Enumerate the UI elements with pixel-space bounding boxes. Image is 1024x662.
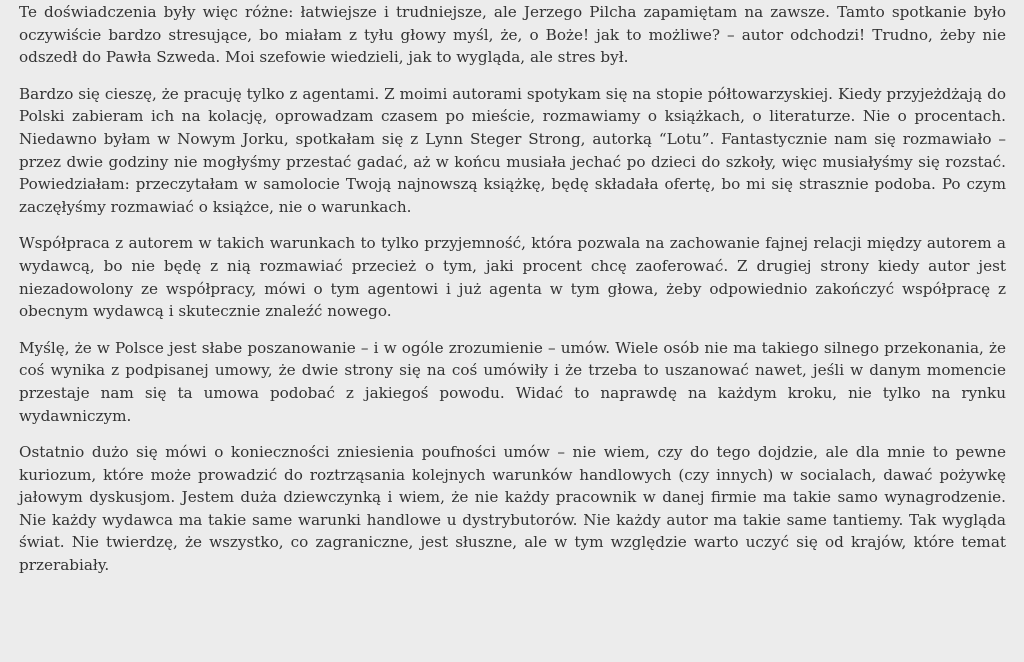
article-paragraph-3: Współpraca z autorem w takich warunkach to tylko przyjemność, która pozwala na zachowanie fajnej relacji między autorem a wydawcą, bo nie będę z nią rozmawiać przecież o tym, jaki procent chcę zaoferować. Z drugiej strony kiedy autor jest niezadowolony ze współpracy, mówi o tym agentowi i już agenta w tym głowa, żeby odpowiednio zakończyć współpracę z obecnym wydawcą i skutecznie znaleźć nowego. [19, 234, 1006, 321]
article-paragraph-4: Myślę, że w Polsce jest słabe poszanowanie – i w ogóle zrozumienie – umów. Wiele osób nie ma takiego silnego przekonania, że coś wynika z podpisanej umowy, że dwie strony się na coś umówiły i że trzeba to uszanować nawet, jeśli w danym momencie przestaje nam się ta umowa podobać z jakiegoś powodu. Widać to naprawdę na każdym kroku, nie tylko na rynku wydawniczym. [19, 338, 1006, 425]
article-paragraph-5: Ostatnio dużo się mówi o konieczności zniesienia poufności umów – nie wiem, czy do tego dojdzie, ale dla mnie to pewne kuriozum, które może prowadzić do roztrząsania kolejnych warunków handlowych (czy innych) w socialach, dawać pożywkę jałowym dyskusjom. Jestem duża dziewczynką i wiem, że nie każdy pracownik w danej firmie ma takie samo wynagrodzenie. Nie każdy wydawca ma takie same warunki handlowe u dystrybutorów. Nie każdy autor ma takie same tantiemy. Tak wygląda świat. Nie twierdzę, że wszystko, co zagraniczne, jest słuszne, ale w tym względzie warto uczyć się od krajów, które temat przerabiały. [19, 443, 1006, 575]
article-paragraph-2: Bardzo się cieszę, że pracuję tylko z agentami. Z moimi autorami spotykam się na stopie półtowarzyskiej. Kiedy przyjeżdżają do Polski zabieram ich na kolację, oprowadzam czasem po mieście, rozmawiamy o książkach, o literaturze. Nie o procentach. Niedawno byłam w Nowym Jorku, spotkałam się z Lynn Steger Strong, autorką “Lotu”. Fantastycznie nam się rozmawiało – przez dwie godziny nie mogłyśmy przestać gadać, aż w końcu musiała jechać po dzieci do szkoły, więc musiałyśmy się rozstać. Powiedziałam: przeczytałam w samolocie Twoją najnowszą książkę, będę składała ofertę, bo mi się strasznie podoba. Po czym zaczęłyśmy rozmawiać o książce, nie o warunkach. [19, 84, 1006, 216]
article-paragraph-1: Te doświadczenia były więc różne: łatwiejsze i trudniejsze, ale Jerzego Pilcha zapamiętam na zawsze. Tamto spotkanie było oczywiście bardzo stresujące, bo miałam z tyłu głowy myśl, że, o Boże! jak to możliwe? – autor odchodzi! Trudno, żeby nie odszedł do Pawła Szweda. Moi szefowie wiedzieli, jak to wygląda, ale stres był. [19, 3, 1006, 67]
